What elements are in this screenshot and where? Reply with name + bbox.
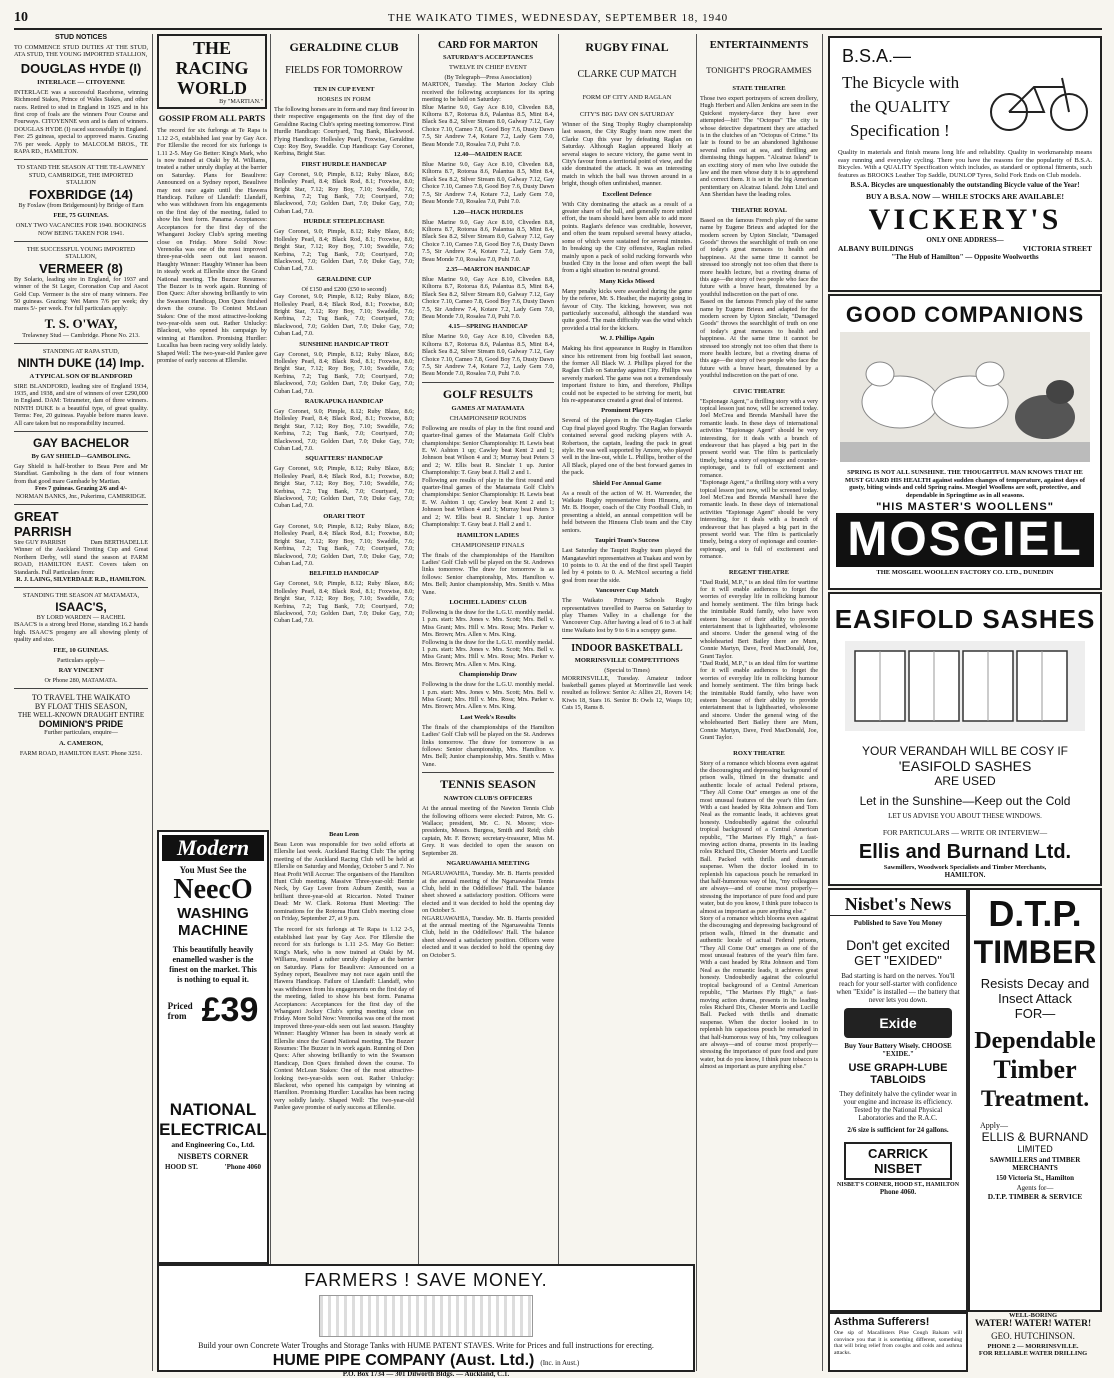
geraldine-lower-column: [274, 828, 414, 1272]
travel-address: FARM ROAD, HAMILTON EAST. Phone 3251.: [19, 749, 143, 757]
last-week-body: The finals of the championships of the Hamilton Ladies' Golf Club will be played on the St. Andrews links tomorrow. The draw for tomorrow is as follows: Senior championship, Mrs. Hamilton v. Mrs. Bell; Junior championship, Mrs. Smith v. Miss Vane.: [422, 723, 554, 768]
geraldine-horses: HORSES IN FORM: [317, 96, 371, 103]
racing-world-banner: [157, 34, 267, 109]
phillips-heading: W. J. Phillips Again: [599, 335, 655, 343]
geraldine-cup-heading: GERALDINE CUP: [316, 275, 372, 283]
machine-text: MACHINE: [178, 922, 248, 939]
rugby-body-3: Many penalty kicks were awarded during the game by the referee, Mr. S. Heather, the majority going in favour of City. The kicking, however, was not particularly successful, although the standard was quite good. The main difficulty was the wind which provided a trial for the kickers.: [562, 287, 692, 332]
foxbridge-booking: ONLY TWO VACANCIES FOR 1940. BOOKINGS NOW BEING TAKEN FOR 1941.: [15, 222, 147, 237]
travel-enquire: Further particulars, enquire—: [44, 729, 118, 737]
foxbridge-sub: By Foxlaw (from Bridgemount) by Bridge of Earn: [18, 201, 144, 209]
dtp-timber-ad: [968, 888, 1102, 1312]
asthma-body: One sip of Macallisters Pine Cough Balsam will convince you that it is something different, something that will bring relief from coughs and colds and asthma attacks.: [834, 1330, 962, 1356]
easifold-hamilton: HAMILTON.: [944, 871, 986, 879]
verandah-1: YOUR VERANDAH WILL BE COSY IF: [861, 744, 1069, 758]
farmers-heading: FARMERS ! SAVE MONEY.: [304, 1270, 548, 1290]
geraldine-title: GERALDINE CLUB: [289, 40, 399, 54]
hack-list: Blue Marine 9.0, Gay Ace 8.10, Cliveden 8.8, Kiltorra 8.7, Rotorua 8.6, Palantua 8.5, Mint 8.4, Black Sea 8.2, Silver Stream 8.0, Galway 7.12, Gay Choice 7.10, Cameo 7.8, Good Boy 7.6, Dusty Dawn 7.5, Sir Andrew 7.4, Kotare 7.2, Lady Gem 7.0, Beau Monde 7.0, Rosalea 7.0, Puhi 7.0.: [422, 218, 554, 263]
indoor-basketball-title: INDOOR BASKETBALL: [571, 643, 683, 655]
golf-body: Following are results of play in the first round and quarter-final games of the Matamata Golf Club's championships: Senior Championship: H. Lewis beat E. W. Ashton 1 up; Cawley beat Kent 2 and 1; Johnson beat Wilson 4 and 3; Murray beat Peters 3 and 2; W. Ellis beat R. Sinclair 1 up. Junior Championship: T. Gray beat J. Hall 2 and 1.: [422, 424, 554, 477]
entertainments-column: [700, 34, 818, 1371]
hamilton-ladies-heading: HAMILTON LADIES: [457, 531, 519, 539]
eb-dtp-service: D.T.P. TIMBER & SERVICE: [987, 1192, 1083, 1201]
eb-limited: LIMITED: [1017, 1144, 1053, 1154]
theatre-royal-heading: THEATRE ROYAL: [731, 206, 787, 214]
vickerys-address-row: [838, 244, 1092, 253]
roxy-theatre-heading: ROXY THEATRE: [733, 749, 785, 757]
gay-bachelor-body: Gay Shield is half-brother to Beau Pere and Mr Standfast. Gamboling is the dam of four winners from that good mare Gambade by Martian.: [14, 463, 148, 485]
civic-theatre-body-cont: "Espionage Agent," a thrilling story with a very topical lesson just now, will be screened today. Joel McCrea and Brenda Marshall have the romantic leads. In these days of international activities "Espionage Agent" should be very interesting, for it deals with a branch of endeavour that has played a big part in the present world war. The film is particularly timely, being a story of espionage and counter-espionage, and is full of excitement and romance.: [700, 479, 818, 561]
racing-byline: By "MARTIAN.": [219, 98, 263, 105]
bsa-bicycle: The Bicycle with: [842, 73, 960, 92]
indoor-body: MORRINSVILLE, Tuesday. Amateur indoor basketball games played at Morrinsville last week resulted as follows: Senior A: Allies 21, Rovers 14; Kiwis 18, Stars 16. Senior B: Owls 12, Wasps 10; Cats 15, Rams 8.: [562, 674, 692, 712]
geraldine-body: The following horses are in form and may find favour in their respective engagements on the first day of the Geraldine Racing Club's spring meeting tomorrow. First Hurdle Handicap: Courtyard, Tug Bank, Blackwood. Flying Handicap: Hollesley Pearl, Foxwise, Geraldine Cup: Roy Boy, Swaddle. Cup Handicap: Gay Coronet, Kerbina, Bright Star.: [274, 106, 414, 158]
ngaruawahia-heading: NGARUAWAHIA MEETING: [446, 860, 530, 868]
asthma-ad: [828, 1312, 968, 1372]
let-in-sunshine: Let in the Sunshine—Keep out the Cold: [859, 794, 1071, 808]
rugby-body-5: Several of the players in the City-Raglan Clarke Cup final played good Rugby. The Raglan forwards contained several good rucking players with A. Robertson, the captain, leading the pack in great style. He was well supported by Amore, who played well in the line-out, while L. Phillips, brother of the All Black, played one of the best forward games in the pack.: [562, 417, 692, 477]
trot-list: Gay Coronet, 9.0; Pimple, 8.12; Ruby Blaze, 8.6; Hollesley Pearl, 8.4; Black Rod, 8.1; Foxwise, 8.0; Bright Star, 7.12; Roy Boy, 7.10; Swaddle, 7.6; Kerbina, 7.2; Tug Bank, 7.0; Courtyard, 7.0; Blackwood, 7.0; Golden Dart, 7.0; Duke Gay, 7.0; Cuban Lad, 7.0.: [274, 350, 414, 395]
hume-company: HUME PIPE COMPANY (Aust. Ltd.): [272, 1352, 535, 1369]
hume-text: Build your own Concrete Water Troughs and Storage Tanks with HUME PATENT STAVES. Write for Prices and full instructions for erecting.: [198, 1341, 654, 1350]
douglas-hyde-body: INTERLACE was a successful Racehorse, winning Richmond Stakes, Prince of Wales Stakes, and other races. Retired to stud in England in 1925 and in his first crop of foals are the winners Four Course and Fourways. CITOYENNE won and is dam of winners. DOUGLAS HYDE (I) raced successfully in England. Fee: 25 guineas, special to approved mares. Grazing 7/6 per week. Apply to MALCOLM BROS., TE RAPA RD., HAMILTON.: [14, 88, 148, 156]
use-graph-lube: USE GRAPH-LUBE: [848, 1062, 948, 1074]
gay-bachelor-owner: NORMAN BANKS, Jnr., Pukerimu, CAMBRIDGE.: [15, 492, 147, 500]
parrish-body: Winner of the Auckland Trotting Cup and Great Northern Derby, will stand the season at FARM ROAD, HAMILTON EAST. Covers taken on Standards. Full Particulars from:: [14, 546, 148, 576]
marton-handicap-heading: 2.35—MARTON HANDICAP: [446, 265, 530, 273]
vermeer-owner: T. S. O'WAY,: [44, 315, 118, 331]
foxbridge-fee: FEE, 75 GUINEAS.: [53, 212, 109, 220]
racing-continued: The record for six furlongs at Te Rapa is 1.12 2-5, established last year by Gay Ace. For Ellerslie the record for six furlongs is 1.11 2-5. May Go Better: King's Mark, who is now trained at Otaki by M. Williams, treated a rather unruly display at the barrier on Saturday. Plans for Beaulivre: Announced on a Sydney report, Beaulivre may not race again until the Hawera Handicap. Failure of Llandaff: Llandaff, who was withdrawn from his engagements on the first day of the meeting, failed to show his best form. Panama Acceptances: Acceptances for the first day of the Whangarei Jockey Club's spring meeting close on Friday. More Solid Now: Verenoika was one of the most improved three-year-olds seen out last season. Haughty Winner: Haughty Winner has been in steady work at Ellerslie since the Grand National meeting. The Buzzer Resumes: The Buzzer is in work again. Running of Don Quex: After showing brilliantly to win the Swanson Handicap, Don Quex finished down the course. To Contest McLean Stakes: One of the most attractive-looking two-year-olds seen out. Rather Unlucky: Blackout, who opened his campaign by winning at Hamilton. Promising Hurdler: Lucallus has been racing very solidly lately. Shaped Well: The two-year-old Panlee gave promise of early success at Ellerslie.: [274, 926, 414, 1112]
electrical-text: ELECTRICAL: [159, 1120, 267, 1139]
verandah-2: 'EASIFOLD SASHES: [898, 758, 1032, 774]
water-trough-illustration: [319, 1295, 533, 1337]
modern-banner: Modern: [162, 835, 264, 861]
victoria-street: VICTORIA STREET: [1022, 244, 1092, 254]
orari-list: Gay Coronet, 9.0; Pimple, 8.12; Ruby Blaze, 8.6; Hollesley Pearl, 8.4; Black Rod, 8.1; Foxwise, 8.0; Bright Star, 7.12; Roy Boy, 7.10; Swaddle, 7.6; Kerbina, 7.2; Tug Bank, 7.0; Courtyard, 7.0; Blackwood, 7.0; Golden Dart, 7.0; Duke Gay, 7.0; Cuban Lad, 7.0.: [274, 522, 414, 567]
maiden-list: Blue Marine 9.0, Gay Ace 8.10, Cliveden 8.8, Kiltorra 8.7, Rotorua 8.6, Palantua 8.5, Mint 8.4, Black Sea 8.2, Silver Stream 8.0, Galway 7.12, Gay Choice 7.10, Cameo 7.8, Good Boy 7.6, Dusty Dawn 7.5, Sir Andrew 7.4, Kotare 7.2, Lady Gem 7.0, Beau Monde 7.0, Rosalea 7.0, Puhi 7.0.: [422, 161, 554, 206]
albany-buildings: ALBANY BUILDINGS: [838, 244, 914, 254]
rugby-body-8: The Waikato Primary Schools Rugby representatives travelled to Paeroa on Saturday to play Thames Valley in a challenge for the Vancouver Cup. After having a lead of 6 to 3 at half time Waikato lost by 9 to 6 in a scrappy game.: [562, 597, 692, 634]
golf-body-cont: Following are results of play in the first round and quarter-final games of the Matamata Golf Club's championships: Senior Championship: H. Lewis beat E. W. Ashton 1 up; Cawley beat Kent 2 and 1; Johnson beat Wilson 4 and 3; Murray beat Peters 3 and 2; W. Ellis beat R. Sinclair 1 up. Junior Championship: T. Gray beat J. Hall 2 and 1.: [422, 476, 554, 529]
vickerys-only: ONLY ONE ADDRESS—: [926, 236, 1004, 245]
vickerys-logo: VICKERY'S: [868, 203, 1062, 237]
foxbridge-intro: TO STAND THE SEASON AT THE TE-LAWNEY STUD, CAMBRIDGE, THE IMPORTED STALLION: [16, 164, 146, 187]
mosgiel-spring: SPRING IS NOT ALL SUNSHINE. THE THOUGHTFUL MAN KNOWS THAT HE MUST GUARD HIS HEALTH against sudden changes of temperature, against days of gusty, biting winds and cold Spring rains. Mosgiel Woollens are soft, protective, and dependable in Springtime as in all seasons.: [844, 469, 1086, 499]
tonights-programmes: TONIGHT'S PROGRAMMES: [706, 65, 812, 75]
well-boring-heading: WELL-BORING: [1008, 1312, 1058, 1319]
column-rule: [558, 34, 559, 1371]
squatters-list: Gay Coronet, 9.0; Pimple, 8.12; Ruby Blaze, 8.6; Hollesley Pearl, 8.4; Black Rod, 8.1; Foxwise, 8.0; Bright Star, 7.12; Roy Boy, 7.10; Swaddle, 7.6; Kerbina, 7.2; Tug Bank, 7.0; Courtyard, 7.0; Blackwood, 7.0; Golden Dart, 7.0; Duke Gay, 7.0; Cuban Lad, 7.0.: [274, 465, 414, 510]
gay-bachelor-heading: GAY BACHELOR: [32, 436, 130, 450]
washer-description: This beautifully heavily enamelled washer is the finest on the market. This is nothing to equal it.: [169, 945, 257, 984]
ninth-duke-body: SIRE BLANDFORD, leading sire of England 1934, 1935, and 1938, and sire of winners of over £290,000 in England. DAM: Tetrameter, dam of three winners. NINTH DUKE is a beautiful type, of great quality. Terms: Fee, 20 guineas. Payable before mares leave. All care taken but no responsibility incurred.: [14, 382, 148, 427]
marton-column: [422, 34, 554, 1265]
regent-theatre-body-cont: "Dad Rudd, M.P.," is an ideal film for wartime for it will enable audiences to forget the worries of everyday life in rollicking humour and homely sentiment. The film brings back the inimitable Rudd family, who have won esteem because of their ability to provide entertainment that is lighthearted, wholesome and sincere. Under the general wing of the wholehearted Bert Bailey there are Mum, Connie Martyn, Dave, Fred MacDonald, Joe, Grant Taylor.: [700, 660, 818, 742]
treatment-text: Treatment.: [980, 1086, 1090, 1111]
page-number: 10: [14, 10, 28, 25]
champ-draw-heading: Championship Draw: [459, 671, 517, 679]
shield-heading: Shield For Annual Game: [592, 479, 662, 487]
must-see: You Must See the: [179, 865, 247, 875]
first-hurdle-list: Gay Coronet, 9.0; Pimple, 8.12; Ruby Blaze, 8.6; Hollesley Pearl, 8.4; Black Rod, 8.1; Foxwise, 8.0; Bright Star, 7.12; Roy Boy, 7.10; Swaddle, 7.6; Kerbina, 7.2; Tug Bank, 7.0; Courtyard, 7.0; Blackwood, 7.0; Golden Dart, 7.0; Duke Gay, 7.0; Cuban Lad, 7.0.: [274, 170, 414, 215]
marton-sub: SATURDAY'S ACCEPTANCES: [443, 54, 533, 61]
bsa-value: B.S.A. Bicycles are unquestionably the outstanding Bicycle value of the Year!: [850, 181, 1080, 190]
spring-list: Blue Marine 9.0, Gay Ace 8.10, Cliveden 8.8, Kiltorra 8.7, Rotorua 8.6, Palantua 8.5, Mint 8.4, Black Sea 8.2, Silver Stream 8.0, Galway 7.12, Gay Choice 7.10, Cameo 7.8, Good Boy 7.6, Dusty Dawn 7.5, Sir Andrew 7.4, Kotare 7.2, Lady Gem 7.0, Beau Monde 7.0, Rosalea 7.0, Puhi 7.0.: [422, 333, 554, 378]
hamilton-ladies-sub: CHAMPIONSHIP FINALS: [451, 541, 525, 549]
dtp-apply: Apply—: [980, 1121, 1008, 1130]
reliable-drilling: FOR RELIABLE WATER DRILLING: [978, 1350, 1088, 1357]
vermeer-owner-address: Trelawney Stud — Cambridge. Phone No. 213.: [22, 331, 140, 339]
timber-heading: TIMBER: [973, 934, 1097, 970]
eb-agents: Agents for—: [1016, 1184, 1054, 1192]
verandah-3: ARE USED: [934, 774, 996, 788]
roxy-theatre-body-cont: Story of a romance which blooms even against the discouraging and depressing background of prison walls, filmed in the dramatic and authentic locale of actual Federal prisons, "They All Come Out" emerges as one of the most unusual features of the year's film fare. With a cast headed by Rita Johnson and Tom Neal as the romantic leads, it achieves great honesty. Undoubtedly against the colourful tropical background of a Central American republic, "The Marines Fly High," a fast-moving action drama, presents in its leading roles Richard Dix, Chester Morris and Lucille Ball. Packed with thrills and dramatic suspense. When the doctor looked in to replenish his capacious pouch he remarked in that half-humorous way of his, "my colleagues are always—and of course most properly—stressing the importance of pure food and pure water, but do you know, I think pure tobacco is almost as important as pure anything else.": [700, 915, 818, 1071]
douglas-hyde-heading: DOUGLAS HYDE (I): [20, 60, 142, 76]
exide-body: Bad starting is hard on the nerves. You'll reach for your self-starter with confidence when "Exide" is installed — the battery that never lets you down.: [836, 972, 960, 1004]
bsa-spec: Specification !: [850, 121, 950, 140]
parrish-owner: R. J. LAING, SILVERDALE R.D., HAMILTON.: [16, 576, 146, 584]
hood-st: HOOD ST.: [165, 1163, 198, 1171]
vancouver-heading: Vancouver Cup Match: [595, 587, 659, 595]
isaacs-fee: FEE, 10 GUINEAS.: [53, 646, 109, 654]
belfield-list: Gay Coronet, 9.0; Pimple, 8.12; Ruby Blaze, 8.6; Hollesley Pearl, 8.4; Black Rod, 8.1; Foxwise, 8.0; Bright Star, 7.12; Roy Boy, 7.10; Swaddle, 7.6; Kerbina, 7.2; Tug Bank, 7.0; Courtyard, 7.0; Blackwood, 7.0; Golden Dart, 7.0; Duke Gay, 7.0; Cuban Lad, 7.0.: [274, 580, 414, 625]
carrick-address: NISBET'S CORNER, HOOD ST., HAMILTON: [836, 1182, 960, 1188]
well-boring-ad: [968, 1312, 1098, 1368]
travel-line-1: TO TRAVEL THE WAIKATO: [31, 693, 131, 703]
get-exided: GET "EXIDED": [854, 953, 942, 968]
travel-line-2: BY FLOAT THIS SEASON,: [34, 702, 128, 712]
for-particulars: FOR PARTICULARS — WRITE OR INTERVIEW—: [882, 828, 1048, 837]
beau-leon-body: Beau Leon was responsible for two solid efforts at Ellerslie last week. Auckland Racing Club: The spring meeting of the Auckland Racing Club will be held at Ellerslie on Saturday and Monday, October 5 and 7. No Heat Profit Will Accrue: The organisers of the Hamilton Hunt Club meeting. Massive Three-year-old: Bernie Neck, by Gay Lover from Auburn Zenith, was a brilliant three-year-old at Riccarton. Noted Trainer Dead: Mr W. Clark. Rotorua Hunt Meeting: The nominations for the Rotorua Hunt Club's meeting close on Friday, September 27, at 9 p.m.: [274, 841, 414, 923]
buy-battery: Buy Your Battery Wisely. CHOOSE "EXIDE.": [844, 1042, 952, 1058]
mosgiel-ad: [828, 294, 1102, 590]
isaacs-phone: Or Phone 280, MATAMATA.: [44, 676, 118, 684]
dtp-heading: D.T.P.: [988, 893, 1082, 934]
eb-name: ELLIS & BURNAND: [981, 1130, 1089, 1144]
roxy-theatre-body: Story of a romance which blooms even against the discouraging and depressing background of prison walls, filmed in the dramatic and authentic locale of actual Federal prisons, "They All Come Out" emerges as one of the most unusual features of the year's film fare. With a cast headed by Rita Johnson and Tom Neal as the romantic leads, it achieves great honesty. Undoubtedly against the colourful tropical background of a Central American republic, "The Marines Fly High," a fast-moving action drama, presents in its leading roles Richard Dix, Chester Morris and Lucille Ball. Packed with thrills and dramatic suspense. When the doctor looked in to replenish his capacious pouch he remarked in that half-humorous way of his, "my colleagues are always—and of course most properly—stressing the importance of pure food and pure water, but do you know, I think pure tobacco is almost as important as pure anything else.": [700, 759, 818, 915]
rugby-column: [562, 34, 692, 1265]
priced-from: Priced from: [167, 1000, 193, 1021]
steeple-heading: HURDLE STEEPLECHASE: [303, 218, 385, 226]
maiden-heading: 12.40—MAIDEN RACE: [453, 151, 523, 159]
racing-world-column: [157, 34, 267, 822]
national-text: NATIONAL: [169, 1100, 257, 1119]
great-heading: GREAT: [14, 509, 59, 525]
isaacs-owner: RAY VINCENT: [58, 666, 104, 674]
racing-world-title: THE RACING WORLD: [175, 38, 249, 98]
column-rule: [822, 34, 823, 1371]
column-rule: [152, 34, 153, 1371]
raukapuka-list: Gay Coronet, 9.0; Pimple, 8.12; Ruby Blaze, 8.6; Hollesley Pearl, 8.4; Black Rod, 8.1; Foxwise, 8.0; Bright Star, 7.12; Roy Boy, 7.10; Swaddle, 7.6; Kerbina, 7.2; Tug Bank, 7.0; Courtyard, 7.0; Blackwood, 7.0; Golden Dart, 7.0; Duke Gay, 7.0; Cuban Lad, 7.0.: [274, 408, 414, 453]
eb-sawmillers: SAWMILLERS and TIMBER MERCHANTS: [989, 1156, 1081, 1172]
dont-get-excited: Don't get excited: [846, 937, 950, 953]
good-companions: GOOD COMPANIONS: [845, 302, 1085, 327]
golf-title: GOLF RESULTS: [442, 386, 534, 401]
raukapuka-heading: RAUKAPUKA HANDICAP: [304, 398, 384, 405]
geraldine-column: [274, 34, 414, 822]
state-theatre-heading: STATE THEATRE: [732, 85, 786, 92]
rugby-body-7: Last Saturday the Taupiri Rugby team played the Mangatawhiri representatives at Tuakau and won by 10 points to 0. At the end of the first spell Taupiri led by 4 points to 0. A. McNicol securing a field goal from near the side.: [562, 547, 692, 584]
geraldine-cup-sub: Of £150 and £200 (£50 to second): [301, 285, 387, 293]
isaacs-apply: Particulars apply—: [57, 656, 105, 664]
dependable-text: Dependable: [974, 1028, 1096, 1054]
bicycle-illustration: [984, 72, 1094, 134]
racing-body: The record for six furlongs at Te Rapa is 1.12 2-5, established last year by Gay Ace. For Ellerslie the record for six furlongs is 1.11 2-5. May Go Better: King's Mark, who is now trained at Otaki by M. Williams, treated a rather unruly display at the barrier on Saturday. Plans for Beaulivre: Announced on a Sydney report, Beaulivre may not race again until the Hawera Handicap. Failure of Llandaff: Llandaff, who was withdrawn from his engagements on the first day of the meeting, failed to show his best form. Panama Acceptances: Acceptances for the first day of the Whangarei Jockey Club's spring meeting close on Friday. More Solid Now: Verenoika was one of the most improved three-year-olds seen out last season. Haughty Winner: Haughty Winner has been in steady work at Ellerslie since the Grand National meeting. The Buzzer Resumes: The Buzzer is in work again. Running of Don Quex: After showing brilliantly to win the Swanson Handicap, Don Quex finished down the course. To Contest McLean Stakes: One of the most attractive-looking two-year-olds seen out. Rather Unlucky: Blackout, who opened his campaign by winning at Hamilton. Promising Hurdler: Lucallus has been racing very solidly lately. Shaped Well: The two-year-old Panlee gave promise of early success at Ellerslie.: [157, 127, 267, 364]
lochiel-body: Following is the draw for the L.G.U. monthly medal. 1 p.m. start: Mrs. Jones v. Mrs. Scott; Mrs. Bell v. Miss Grant; Mrs. Hill v. Mrs. Ross; Mrs. Parker v. Mrs. Brown; Mrs. Allen v. Mrs. King.: [422, 608, 554, 639]
rugby-body-4: Making his first appearance in Rugby in Hamilton since his retirement from big football last season, the former All Black W. J. Phillips played for the Raglan Club on Saturday against City. Phillips was severely marked. The game was not a tremendously important fixture to him, and therefore, Phillips could not be expected to be striving for merit, but his re-appearance created a great deal of interest.: [562, 345, 692, 404]
isaacs-body: ISAAC'S is a strong bred Horse, standing 16.2 hands high. ISAAC'S progeny are all showing plenty of quality and size.: [14, 621, 148, 644]
column-rule: [418, 34, 419, 1371]
isaacs-sub: BY LORD WARDEN — RACHEL: [36, 613, 126, 621]
theatre-royal-body-cont: Based on the famous French play of the same name by Eugene Brieux and adapted for the modern screen by Upton Sinclair, "Damaged Goods" throws the searchlight of truth on one of today's great menaces to health and happiness. At the same time it cannot be stressed too strongly not too often that there is more health lecture, but a riveting drama of this age—the story of two people who face the future with a brave heart, threatened by a youthful indiscretion on the part of one.: [700, 298, 818, 380]
exide-battery-logo: Exide: [844, 1008, 952, 1038]
geraldine-cup-list: Gay Coronet, 9.0; Pimple, 8.12; Ruby Blaze, 8.6; Hollesley Pearl, 8.4; Black Rod, 8.1; Foxwise, 8.0; Bright Star, 7.12; Roy Boy, 7.10; Swaddle, 7.6; Kerbina, 7.2; Tug Bank, 7.0; Courtyard, 7.0; Blackwood, 7.0; Golden Dart, 7.0; Duke Gay, 7.0; Cuban Lad, 7.0.: [274, 293, 414, 338]
rugby-form: FORM OF CITY AND RAGLAN: [582, 94, 672, 101]
column-rule: [696, 34, 697, 1371]
sawmillers-text: Sawmillers, Woodwork Specialists and Timber Merchants,: [883, 864, 1047, 871]
stud-notices-column: [14, 34, 148, 1371]
bsa-buy: BUY A B.S.A. NOW — WHILE STOCKS ARE AVAILABLE!: [865, 192, 1065, 202]
bsa-bicycle-ad: [828, 36, 1102, 292]
eb-address: 150 Victoria St., Hamilton: [996, 1174, 1074, 1182]
engineering-text: and Engineering Co., Ltd.: [171, 1140, 255, 1149]
hume-inc: (Inc. in Aust.): [540, 1359, 580, 1367]
tabloids-body: They definitely halve the cylinder wear in your engine and increase its efficiency. Tested by the National Physical Laboratories and the R.A.C.: [839, 1090, 957, 1122]
rugby-title: RUGBY FINAL: [585, 40, 669, 54]
isaacs-intro: STANDING THE SEASON AT MATAMATA,: [22, 592, 140, 600]
lochiel-heading: LOCHIEL LADIES' CLUB: [449, 598, 527, 606]
first-hurdle-heading: FIRST HURDLE HANDICAP: [301, 160, 387, 168]
hutchinson: GEO. HUTCHINSON.: [991, 1331, 1075, 1341]
column-rule: [270, 34, 271, 1371]
marton-by: (By Telegraph—Press Association): [444, 74, 532, 81]
hamilton-ladies-body: The finals of the championships of the Hamilton Ladies' Golf Club will be played on the St. Andrews links tomorrow. The draw for tomorrow is as follows: Senior championship, Mrs. Hamilton v. Mrs. Bell; Junior championship, Mrs. Smith v. Miss Vane.: [422, 551, 554, 596]
kicks-heading: Many Kicks Missed: [599, 277, 655, 285]
prominent-heading: Prominent Players: [601, 407, 653, 415]
mosgiel-logo: MOSGIEL: [836, 513, 1094, 567]
tennis-sub: NAWTON CLUB'S OFFICERS: [443, 795, 533, 803]
belfield-heading: BELFIELD HANDICAP: [309, 570, 379, 578]
lochiel-body-cont: Following is the draw for the L.G.U. monthly medal. 1 p.m. start: Mrs. Jones v. Mrs. Scott; Mrs. Bell v. Miss Grant; Mrs. Hill v. Mrs. Ross; Mrs. Parker v. Mrs. Brown; Mrs. Allen v. Mrs. King.: [422, 638, 554, 668]
travel-line-3: THE WELL-KNOWN DRAUGHT ENTIRE: [17, 711, 145, 720]
parrish-pedigree: [14, 539, 148, 546]
orari-heading: ORARI TROT: [323, 512, 365, 520]
neeco-washer-ad: [157, 830, 269, 1264]
advise-windows: LET US ADVISE YOU ABOUT THESE WINDOWS.: [888, 812, 1042, 820]
vermeer-intro: THE SUCCESSFUL YOUNG IMPORTED STALLION,: [26, 245, 136, 261]
squatters-heading: SQUATTERS' HANDICAP: [305, 455, 383, 463]
hume-address: P.O. Box 1734 — 301 Dilworth Bldgs. — Auckland, C.1.: [342, 1370, 510, 1378]
ngaruawahia-body: NGARUAWAHIA, Tuesday. Mr. B. Harris presided at the annual meeting of the Ngaruawahia Tennis Club, held in the Oddfellows' Hall. The balance sheet showed a satisfactory position. Officers were elected and it was decided to hold the opening day on October 5.: [422, 870, 554, 915]
masthead: [14, 6, 1102, 30]
morrinsville-phone: PHONE 2 — MORRINSVILLE.: [987, 1343, 1079, 1350]
tennis-body: At the annual meeting of the Nawton Tennis Club the following officers were elected: Patron, Mr. G. Wallace; president, Mr. C. N. Moore; vice-presidents, Messrs. Burgess, Smith and Reid; club captain, Mr. F. Brown; secretary-treasurer, Miss M. Grey. It was decided to open the season on September 28.: [422, 805, 554, 857]
marton-list-1: Blue Marine 9.0, Gay Ace 8.10, Cliveden 8.8, Kiltorra 8.7, Rotorua 8.6, Palantua 8.5, Mint 8.4, Black Sea 8.2, Silver Stream 8.0, Galway 7.12, Gay Choice 7.10, Cameo 7.8, Good Boy 7.6, Dusty Dawn 7.5, Sir Andrew 7.4, Kotare 7.2, Lady Gem 7.0, Beau Monde 7.0, Rosalea 7.0, Puhi 7.0.: [422, 103, 554, 148]
trot-heading: SUNSHINE HANDICAP TROT: [299, 340, 389, 348]
gossip-heading: GOSSIP FROM ALL PARTS: [158, 113, 266, 124]
water-text: WATER! WATER! WATER!: [974, 1319, 1092, 1329]
civic-theatre-body: "Espionage Agent," a thrilling story with a very topical lesson just now, will be screened today. Joel McCrea and Brenda Marshall have the romantic leads. In these days of international activities "Espionage Agent" should be very interesting, for it deals with a branch of endeavour that has played a big part in the present world war. The film is particularly timely, being a story of espionage and counter-espionage, and is full of excitement and romance.: [700, 397, 818, 479]
bsa-heading: B.S.A.—: [842, 46, 912, 66]
isaacs-heading: ISAAC'S,: [55, 599, 107, 614]
theatre-royal-body: Based on the famous French play of the same name by Eugene Brieux and adapted for the modern screen by Upton Sinclair, "Damaged Goods" throws the searchlight of truth on one of today's great menaces to health and happiness. At the same time it cannot be stressed too strongly not too often that there is more health lecture, but a riveting drama of this age—the story of two people who face the future with a brave heart, threatened by a youthful indiscretion on the part of one.: [700, 216, 818, 298]
gay-bachelor-sub: By GAY SHIELD—GAMBOLING.: [31, 453, 131, 460]
washing-text: WASHING: [177, 905, 249, 922]
ninth-duke-heading: NINTH DUKE (14) Imp.: [17, 355, 145, 370]
vermeer-heading: VERMEER (8): [39, 260, 123, 276]
rugby-big-day: CITY'S BIG DAY ON SATURDAY: [579, 111, 675, 118]
nisbets-news-title: Nisbet's News: [830, 894, 966, 916]
his-masters-woollens: "HIS MASTER'S WOOLLENS": [876, 501, 1054, 513]
clarke-cup: CLARKE CUP MATCH: [577, 69, 677, 80]
civic-theatre-heading: CIVIC THEATRE: [733, 387, 785, 395]
geraldine-fields: FIELDS FOR TOMORROW: [285, 65, 403, 76]
rugby-body-6: As a result of the action of W. H. Warrender, the Waikato Rugby representative from Hinuera, and Mr. B. Hooper, coach of the City Football Club, in presenting a shield, an annual competition will be held between the Hinuera Club team and the City seniors.: [562, 489, 692, 534]
regent-theatre-body: "Dad Rudd, M.P.," is an ideal film for wartime for it will enable audiences to forget the worries of everyday life in rollicking humour and homely sentiment. The film brings back the inimitable Rudd family, who have won esteem because of their ability to provide entertainment that is lighthearted, wholesome and sincere. Under the general wing of the wholehearted Bert Bailey there are Mum, Connie Martyn, Dave, Fred MacDonald, Joe, Grant Taylor.: [700, 578, 818, 660]
ninth-duke-intro: STANDING AT RAPA STUD,: [42, 348, 120, 356]
ellis-burnand-logo: Ellis and Burnand Ltd.: [858, 841, 1072, 863]
hack-heading: 1.20—HACK HURDLES: [452, 208, 524, 216]
washer-price: £39: [201, 991, 259, 1029]
carrick-phone: Phone 4060.: [879, 1188, 917, 1196]
indoor-sub: MORRINSVILLE COMPETITIONS: [574, 657, 680, 665]
steeple-list: Gay Coronet, 9.0; Pimple, 8.12; Ruby Blaze, 8.6; Hollesley Pearl, 8.4; Black Rod, 8.1; Foxwise, 8.0; Bright Star, 7.12; Roy Boy, 7.10; Swaddle, 7.6; Kerbina, 7.2; Tug Bank, 7.0; Courtyard, 7.0; Blackwood, 7.0; Golden Dart, 7.0; Duke Gay, 7.0; Cuban Lad, 7.0.: [274, 228, 414, 273]
vermeer-body: By Solario, leading sire in England, for 1937 and winner of the St Leger, Coronation Cup and Ascot Gold Cup. Vermeer is the sire of many winners. Fee 50 guineas. Grazing: Wet Mares 7/6 per week; dry mares 5/- per week. For full particulars apply:: [14, 275, 148, 313]
national-phone: 'Phone 4060: [224, 1163, 261, 1171]
nisbets-news-ad: [828, 888, 968, 1312]
golf-sub2: CHAMPIONSHIP ROUNDS: [449, 414, 527, 422]
geraldine-ten: TEN IN CUP EVENT: [313, 86, 375, 93]
marton-title: CARD FOR MARTON: [437, 40, 538, 51]
tennis-title: TENNIS SEASON: [440, 777, 536, 792]
entertainments-title: ENTERTAINMENTS: [709, 40, 809, 51]
washer-price-row: [159, 991, 267, 1030]
excellent-defence-heading: Excellent Defence: [602, 190, 652, 198]
lambs-and-dog-illustration: [840, 332, 1090, 462]
douglas-hyde-sub: INTERLACE — CITOYENNE: [37, 78, 125, 86]
spring-heading: 4.15—SPRING HANDICAP: [448, 323, 528, 331]
stud-intro: TO COMMENCE STUD DUTIES AT THE STUD, ATA STUD, THE YOUNG IMPORTED STALLION,: [14, 44, 148, 59]
carrick-nisbet-logo: CARRICK NISBET: [844, 1142, 952, 1180]
regent-theatre-heading: REGENT THEATRE: [728, 568, 790, 576]
verandah-illustration: [845, 641, 1085, 731]
mosgiel-factory: THE MOSGIEL WOOLLEN FACTORY CO. LTD., DUNEDIN: [876, 569, 1054, 576]
parrish-dam: Dam BERTHADELLE: [90, 539, 148, 547]
dtp-for: FOR—: [1014, 1006, 1056, 1021]
parrish-sire: Sire GUY PARRISH: [14, 539, 66, 547]
last-week-heading: Last Week's Results: [460, 713, 516, 721]
hood-phone-row: [165, 1163, 261, 1171]
champ-draw-body: Following is the draw for the L.G.U. monthly medal. 1 p.m. start: Mrs. Jones v. Mrs. Scott; Mrs. Bell v. Miss Grant; Mrs. Hill v. Mrs. Ross; Mrs. Parker v. Mrs. Brown; Mrs. Allen v. Mrs. King.: [422, 681, 554, 711]
parrish-heading: PARRISH: [14, 524, 72, 540]
taupiri-heading: Taupiri Team's Success: [594, 537, 660, 545]
ngaruawahia-body-cont: NGARUAWAHIA, Tuesday. Mr. B. Harris presided at the annual meeting of the Ngaruawahia Tennis Club, held in the Oddfellows' Hall. The balance sheet showed a satisfactory position. Officers were elected and it was decided to hold the opening day on October 5.: [422, 914, 554, 959]
stud-notices-heading: STUD NOTICES: [54, 34, 108, 41]
state-theatre-body: Those two expert portrayers of screen drollery, Hugh Herbert and Allen Jenkins are seen in the Quickest mystery-farce they have ever attempted—hit! The "Octopus" The city is whose detective department they are attached is in the clutches of an "Octopus of Crime." Its lair is found to be an abandoned lighthouse several miles out at sea, and thrilling are dismissing things happen. "Alcatraz Island" is an exciting story of men who live outside the law and the men whose duty it is to apprehend and correct them. It is set in the big American penitentiary on Alcatraz Island. John Litel and Ann Sheridan have the leading roles.: [700, 95, 818, 199]
bsa-body: Quality in materials and finish means long life and reliability. Quality in workmanship means easy running and everyday cycling. There you have the reasons for the popularity of B.S.A. Bicycles. With a QUALITY Specification which includes, as standard or optional fitments, such features as BROOKS Leather Top Saddle, DUNLOP Tyres, Solid Fork Ends on Club models.: [838, 149, 1092, 179]
nisbets-corner: NISBETS CORNER: [177, 1152, 249, 1161]
golf-sub: GAMES AT MATAMATA: [451, 404, 525, 412]
marton-handicap-list: Blue Marine 9.0, Gay Ace 8.10, Cliveden 8.8, Kiltorra 8.7, Rotorua 8.6, Palantua 8.5, Mint 8.4, Black Sea 8.2, Silver Stream 8.0, Galway 7.12, Gay Choice 7.10, Cameo 7.8, Good Boy 7.6, Dusty Dawn 7.5, Sir Andrew 7.4, Kotare 7.2, Lady Gem 7.0, Beau Monde 7.0, Rosalea 7.0, Puhi 7.0.: [422, 275, 554, 320]
tabloids-price: 2/6 size is sufficient for 24 gallons.: [847, 1126, 949, 1134]
rugby-body-1: Winner of the Sing Trophy Rugby championship last season, the City Rugby team now meet the Clarke Cup this year by defeating Raglan on Saturday. Although Raglan appeared likely at several stages to secure victory, the game went in City's favour from a territorial point of view, and the side dominated the attack. It was an interesting match in which the ball was thrown around in a bright, though often unfinished, manner.: [562, 121, 692, 188]
gay-bachelor-fee: Fees 7 guineas. Grazing 2/6 and 4/-: [35, 485, 127, 493]
easifold-heading: EASIFOLD SASHES: [834, 604, 1096, 634]
resists-decay: Resists Decay and Insect Attack: [980, 976, 1090, 1006]
rugby-body-2: With City dominating the attack as a result of a greater share of the ball, and generally more united effort, the team should have been able to add more points. Raglan's defence was creditable, however, and often the team repulsed several heavy attacks, some of which were sustained for several minutes. In breaking up the City offensive, Raglan relied mainly upon a pack of solid rucking forwards who bustled City in the loose and often swept the ball from a tight situation to neutral ground.: [562, 200, 692, 275]
dominions-pride-heading: DOMINION'S PRIDE: [38, 719, 124, 730]
hume-pipe-ad: [157, 1264, 695, 1378]
easifold-sashes-ad: [828, 592, 1102, 886]
newspaper-title: THE WAIKATO TIMES, WEDNESDAY, SEPTEMBER 18, 1940: [387, 12, 729, 24]
marton-body: MARTON, Tuesday. The Marton Jockey Club received the following acceptances for its spring meeting to be held on Saturday:: [422, 81, 554, 104]
bsa-quality: the QUALITY: [850, 97, 951, 116]
published-text: Published to Save You Money: [853, 919, 943, 927]
marton-twelve: TWELVE IN CHIEF EVENT: [449, 64, 527, 71]
ninth-duke-sub: A TYPICAL SON OF BLANDFORD: [29, 372, 133, 380]
asthma-heading: Asthma Sufferers!: [834, 1316, 930, 1328]
indoor-by: (Special to Times): [604, 667, 650, 675]
beau-leon-heading: Beau Leon: [329, 831, 359, 838]
tabloids-text: TABLOIDS: [870, 1074, 926, 1086]
travel-owner: A. CAMERON,: [59, 739, 103, 747]
foxbridge-heading: FOXBRIDGE (14): [28, 186, 133, 202]
timber-text: Timber: [993, 1055, 1077, 1084]
neeco-brand: NeecO: [173, 874, 253, 905]
vickerys-hub: "The Hub of Hamilton" — Opposite Woolworths: [891, 253, 1039, 262]
hume-name-row: [159, 1352, 693, 1370]
